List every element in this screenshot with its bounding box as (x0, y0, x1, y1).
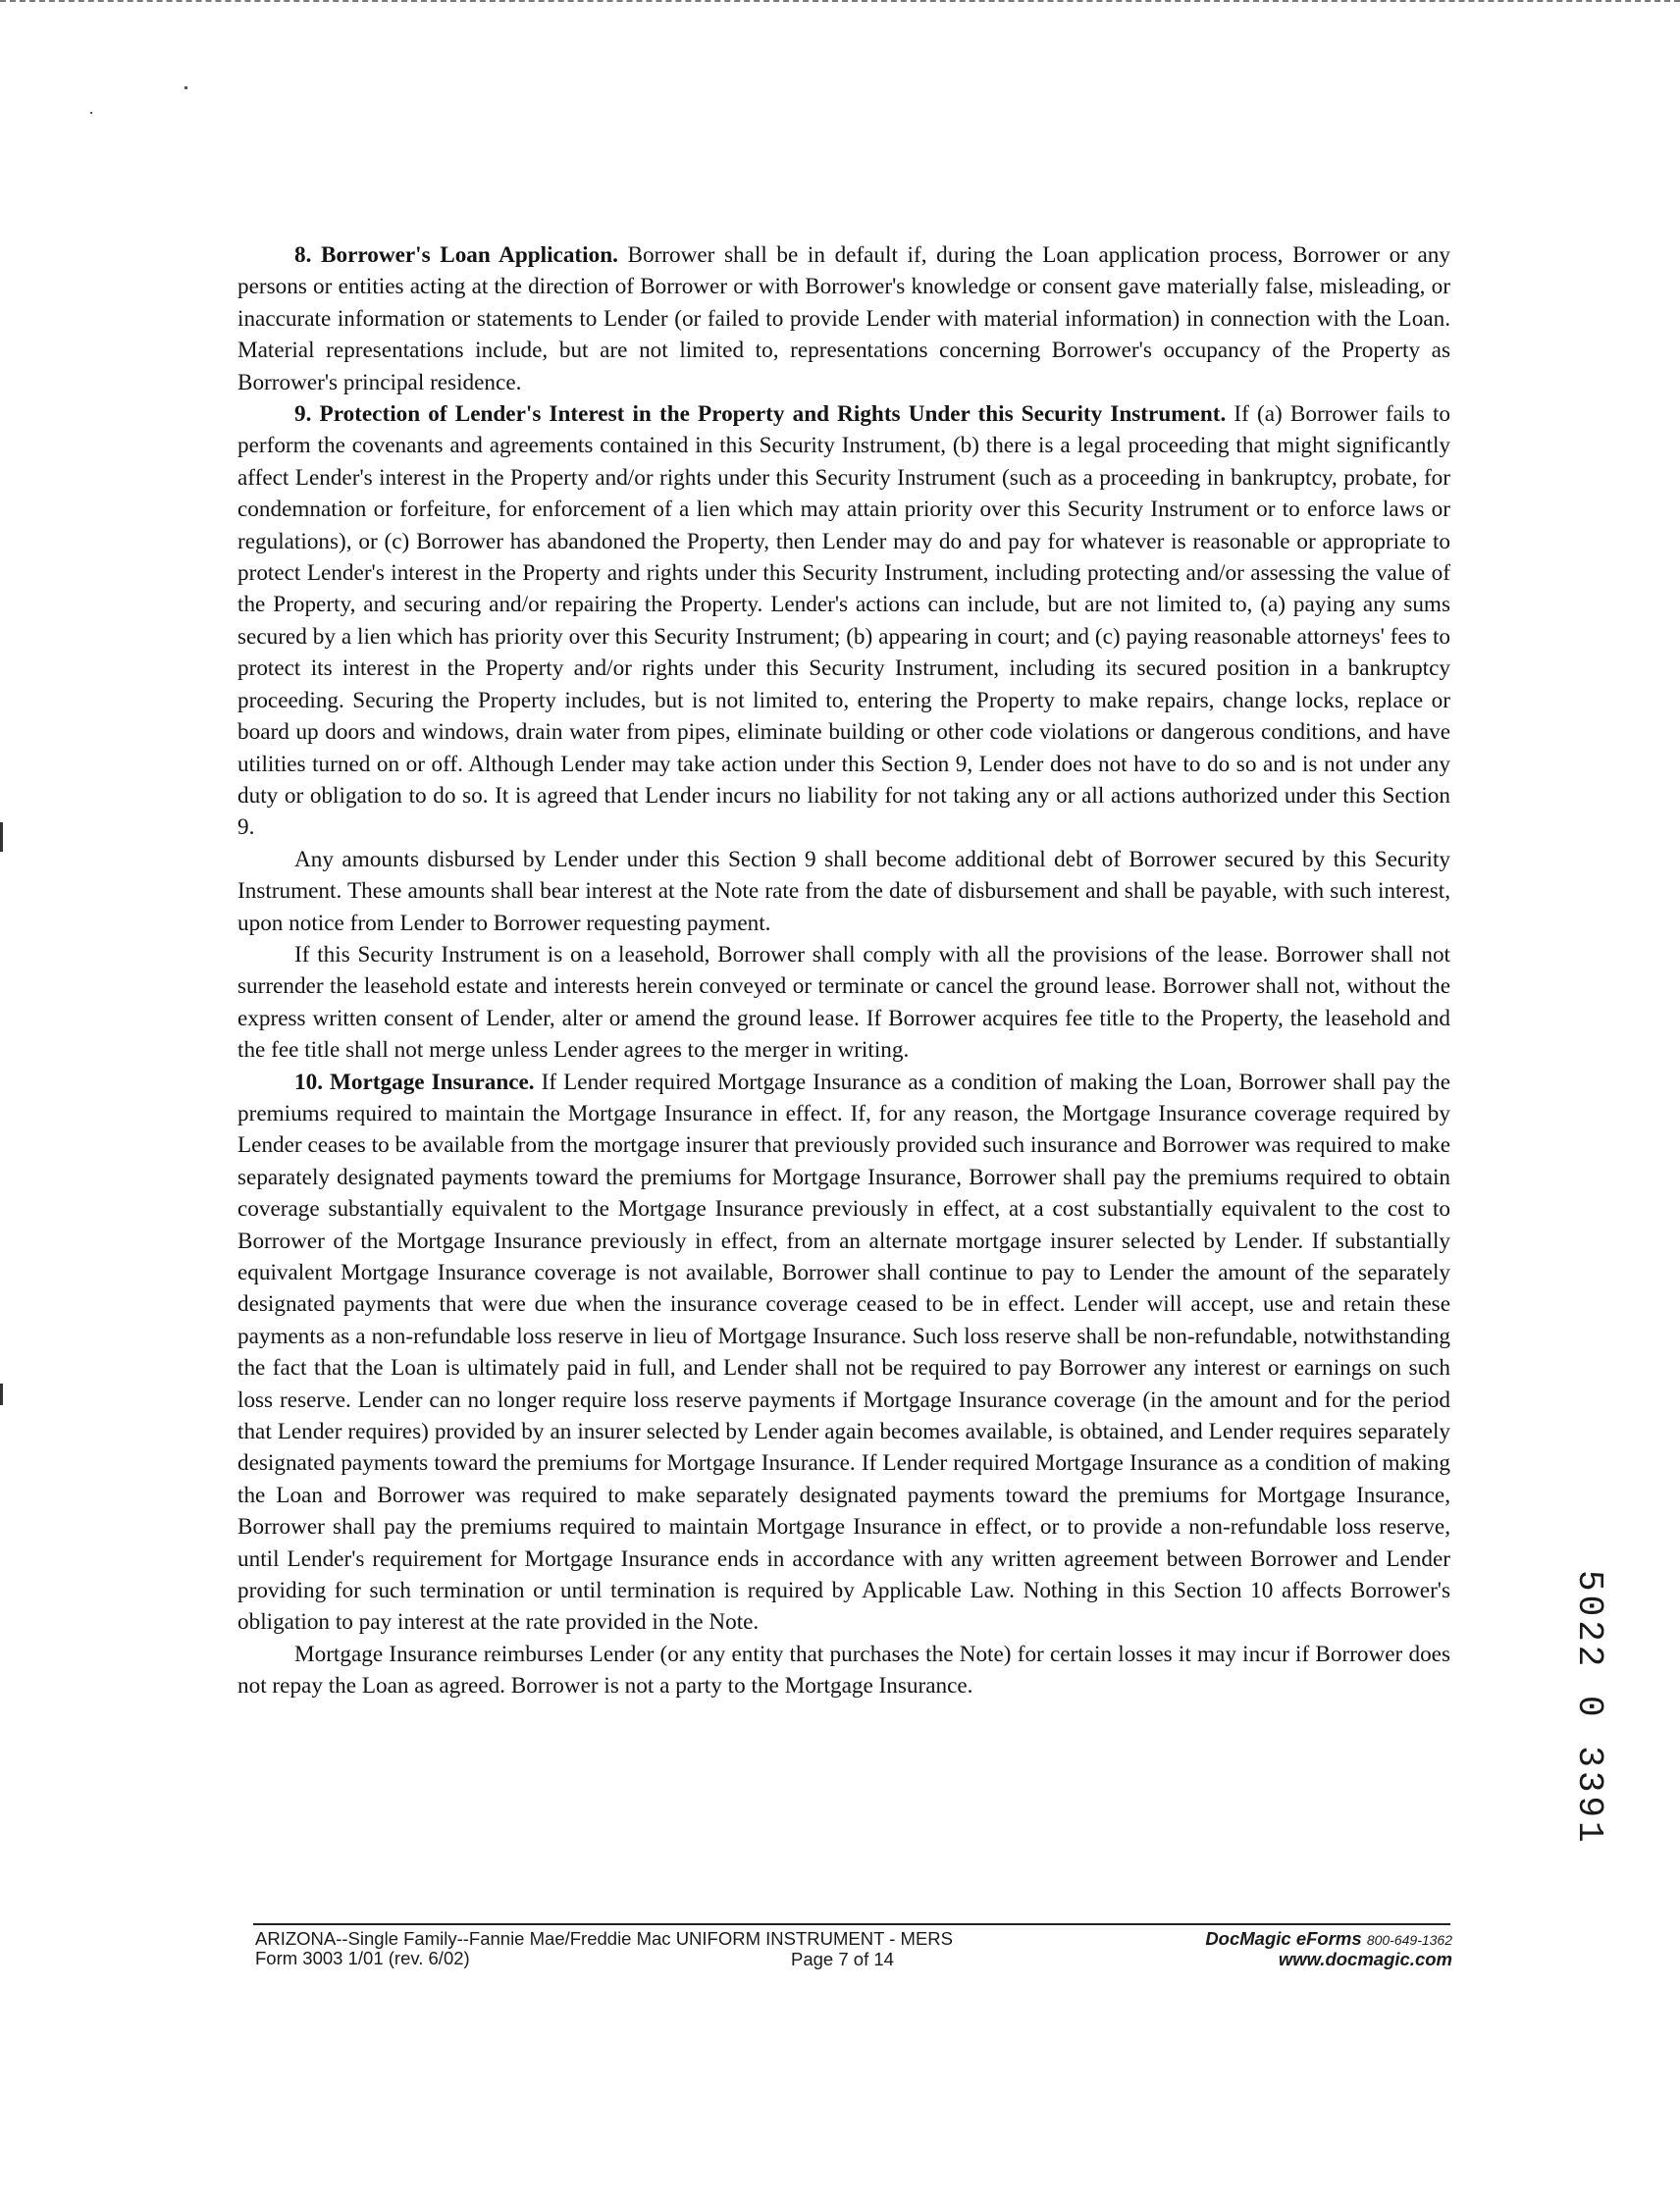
section-10-heading: 10. Mortgage Insurance. (294, 1069, 535, 1095)
section-8-heading: 8. Borrower's Loan Application. (294, 242, 618, 268)
section-9-paragraph (237, 398, 1450, 844)
footer-form-number: Form 3003 1/01 (rev. 6/02) (255, 1948, 470, 1968)
scan-speck (184, 86, 187, 89)
footer-divider (253, 1923, 1450, 1925)
scan-edge-mark (0, 1384, 3, 1405)
document-body (237, 239, 1450, 1702)
footer-instrument-title: ARIZONA--Single Family--Fannie Mae/Freddie Mac UNIFORM INSTRUMENT - MERS (255, 1928, 953, 1949)
section-9-disbursement-paragraph: Any amounts disbursed by Lender under this Section 9 shall become additional debt of Borrower secured by this Security Instrument. These amounts shall bear interest at the Note rate from the date of disbursement and shall be payable, with such interest, upon notice from Lender to Borrower requesting payment. (237, 846, 1450, 936)
footer-website: www.docmagic.com (1278, 1949, 1452, 1969)
scan-speck (90, 112, 92, 114)
footer-phone: 800-649-1362 (1366, 1932, 1452, 1948)
section-10-paragraph (237, 1067, 1450, 1639)
section-9-leasehold-paragraph: If this Security Instrument is on a leasehold, Borrower shall comply with all the provisions of the lease. Borrower shall not surrender the leasehold estate and interests herein conveyed or terminate or cancel the ground lease. Borrower shall not, without the express written consent of Lender, alter or amend the ground lease. If Borrower acquires fee title to the Property, the leasehold and the fee title shall not merge unless Lender agrees to the merger in writing. (237, 941, 1450, 1064)
section-10-text: If Lender required Mortgage Insurance as a condition of making the Loan, Borrower shall pay the premiums required to maintain the Mortgage Insurance in effect. If, for any reason, the Mortgage Insurance coverage required by Lender ceases to be available from the mortgage insurer that previously provided such insurance and Borrower was required to make separately designated payments toward the premiums for Mortgage Insurance, Borrower shall pay the premiums required to obtain coverage substantially equivalent to the Mortgage Insurance previously in effect, at a cost substantially equivalent to the cost to Borrower of the Mortgage Insurance previously in effect, from an alternate mortgage insurer selected by Lender. If substantially equivalent Mortgage Insurance coverage is not available, Borrower shall continue to pay to Lender the amount of the separately designated payments that were due when the insurance coverage ceased to be in effect. Lender will accept, use and retain these payments as a non-refundable loss reserve in lieu of Mortgage Insurance. Such loss reserve shall be non-refundable, notwithstanding the fact that the Loan is ultimately paid in full, and Lender shall not be required to pay Borrower any interest or earnings on such loss reserve. Lender can no longer require loss reserve payments if Mortgage Insurance coverage (in the amount and for the period that Lender requires) provided by an insurer selected by Lender again becomes available, is obtained, and Lender requires separately designated payments toward the premiums for Mortgage Insurance. If Lender required Mortgage Insurance as a condition of making the Loan and Borrower was required to make separately designated payments toward the premiums for Mortgage Insurance, Borrower shall pay the premiums required to maintain Mortgage Insurance in effect, or to provide a non-refundable loss reserve, until Lender's requirement for Mortgage Insurance ends in accordance with any written agreement between Borrower and Lender providing for such termination or until termination is required by Applicable Law. Nothing in this Section 10 affects Borrower's obligation to pay interest at the rate provided in the Note. (237, 1069, 1450, 1636)
section-10-reimbursement-paragraph: Mortgage Insurance reimburses Lender (or any entity that purchases the Note) for certain losses it may incur if Borrower does not repay the Loan as agreed. Borrower is not a party to the Mortgage Insurance. (237, 1641, 1450, 1700)
footer-docmagic (1205, 1929, 1452, 1969)
recording-number-stamp: 5022 0 3391 (1569, 1570, 1609, 1847)
eforms-logo: eForms (1295, 1928, 1362, 1949)
docmagic-logo: DocMagic (1205, 1928, 1291, 1949)
section-8-paragraph (237, 239, 1450, 398)
footer-brand-line (1205, 1929, 1452, 1950)
page-top-edge (0, 0, 1680, 2)
section-9-heading: 9. Protection of Lender's Interest in the Property and Rights Under this Security Instrument. (294, 401, 1227, 428)
scan-edge-mark (0, 822, 3, 852)
section-8-text: Borrower shall be in default if, during the Loan application process, Borrower or any persons or entities acting at the direction of Borrower or with Borrower's knowledge or consent gave materially false, misleading, or inaccurate information or statements to Lender (or failed to provide Lender with material information) in connection with the Loan. Material representations include, but are not limited to, representations concerning Borrower's occupancy of the Property as Borrower's principal residence. (237, 242, 1450, 395)
section-9-text: If (a) Borrower fails to perform the covenants and agreements contained in this Security Instrument, (b) there is a legal proceeding that might significantly affect Lender's interest in the Property and/or rights under this Security Instrument (such as a proceeding in bankruptcy, probate, for condemnation or forfeiture, for enforcement of a lien which may attain priority over this Security Instrument or to enforce laws or regulations), or (c) Borrower has abandoned the Property, then Lender may do and pay for whatever is reasonable or appropriate to protect Lender's interest in the Property and rights under this Security Instrument, including protecting and/or assessing the value of the Property, and securing and/or repairing the Property. Lender's actions can include, but are not limited to, (a) paying any sums secured by a lien which has priority over this Security Instrument; (b) appearing in court; and (c) paying reasonable attorneys' fees to protect its interest in the Property and/or rights under this Security Instrument, including its secured position in a bankruptcy proceeding. Securing the Property includes, but is not limited to, entering the Property to make repairs, change locks, replace or board up doors and windows, drain water from pipes, eliminate building or other code violations or dangerous conditions, and have utilities turned on or off. Although Lender may take action under this Section 9, Lender does not have to do so and is not under any duty or obligation to do so. It is agreed that Lender incurs no liability for not taking any or all actions authorized under this Section 9. (237, 401, 1450, 841)
footer-page-number: Page 7 of 14 (791, 1949, 894, 1969)
